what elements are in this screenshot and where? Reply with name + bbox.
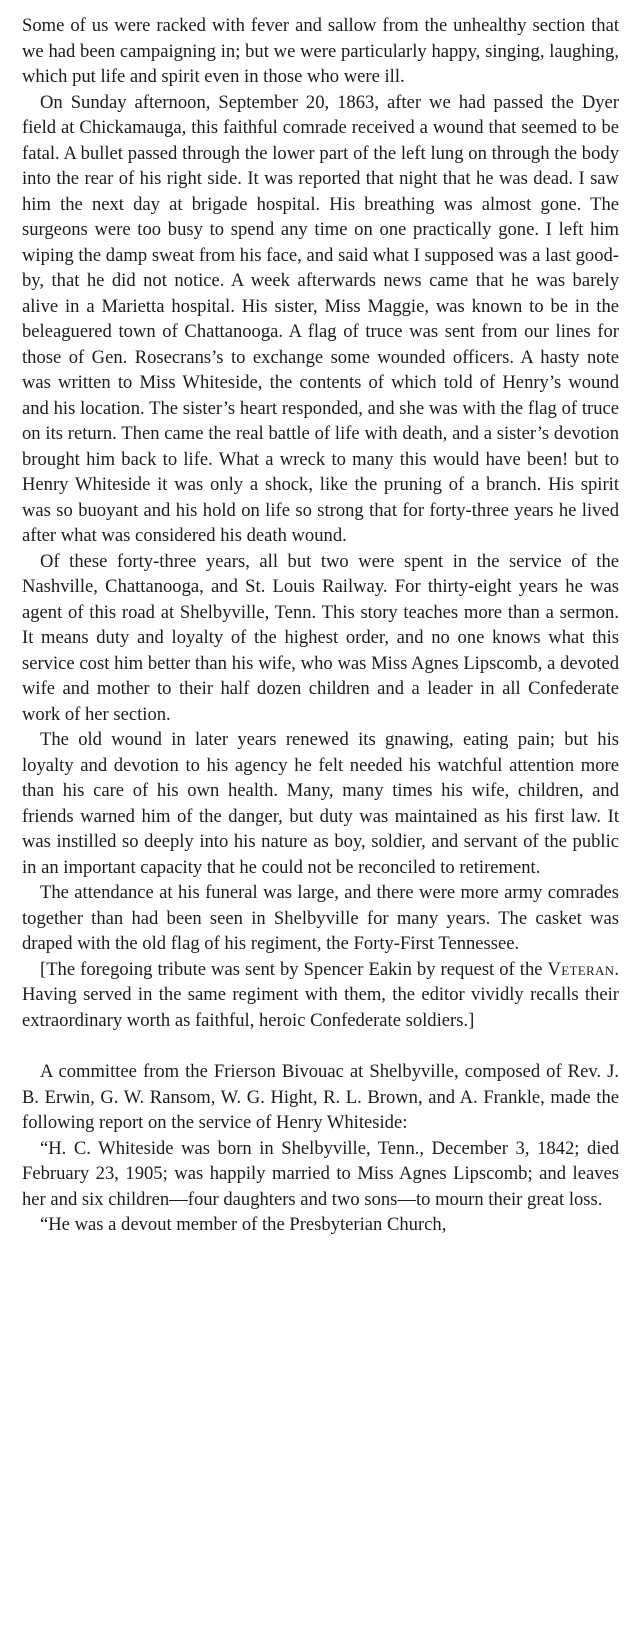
paragraph-church: “He was a devout member of the Presbyterian Church, [40, 1214, 447, 1235]
paragraph-4: The old wound in later years renewed its gnawing, eating pain; but his loyalty and devotion to his agency he felt needed his watchful attention more than his care of his own health. Many, many times his wife, children, and friends warned him of the danger, but duty was maintained as his first law. It was instilled so deeply into his nature as boy, soldier, and servant of the public in an important capacity that he could not be reconciled to retirement. [22, 729, 619, 878]
paragraph-1: Some of us were racked with fever and sallow from the unhealthy section that we had been campaigning in; but we were particularly happy, singing, laughing, which put life and spirit even in those who were ill. [22, 15, 619, 87]
paragraph-committee: A committee from the Frierson Bivouac at Shelbyville, composed of Rev. J. B. Erwin, G. W. Ransom, W. G. Hight, R. L. Brown, and A. Frankle, made the following report on the service of Henry Whiteside: [22, 1061, 619, 1133]
paragraph-3: Of these forty-three years, all but two were spent in the service of the Nashville, Chattanooga, and St. Louis Railway. For thirty-eight years he was agent of this road at Shelbyville, Tenn. This story teaches more than a sermon. It means duty and loyalty of the highest order, and no one knows what this service cost him better than his wife, who was Miss Agnes Lipscomb, a devoted wife and mother to their half dozen children and a leader in all Confederate work of her section. [22, 550, 619, 725]
editor-note-start: [The foregoing tribute was sent by Spencer Eakin by request of the [40, 958, 548, 980]
paragraph-5: The attendance at his funeral was large, and there were more army comrades together than had been seen in Shelbyville for many years. The casket was draped with the old flag of his regiment, the Forty-First Tennessee. [22, 882, 619, 954]
paragraph-2: On Sunday afternoon, September 20, 1863, after we had passed the Dyer field at Chickamauga, this faithful comrade received a wound that seemed to be fatal. A bullet passed through the lower part of the left lung on through the body into the rear of his right side. It was reported that night that he was dead. I saw him the next day at brigade hospital. His breathing was almost gone. The surgeons were too busy to spend any time on one practically gone. I left him wiping the damp sweat from his face, and said what I supposed was a last good-by, that he did not notice. A week afterwards news came that he was barely alive in a Marietta hospital. His sister, Miss Maggie, was known to be in the beleaguered town of Chattanooga. A flag of truce was sent from our lines for those of Gen. Rosecrans’s to exchange some wounded officers. A hasty note was written to Miss Whiteside, the contents of which told of Henry’s wound and his location. The sister’s heart responded, and she was with the flag of truce on its return. Then came the real battle of life with death, and a sister’s devotion brought him back to life. What a wreck to many this would have been! but to Henry Whiteside it was only a shock, like the pruning of a branch. His spirit was so buoyant and his hold on life so strong that for forty-three years he lived after what was considered his death wound. [22, 91, 619, 546]
paragraph-birth: “H. C. Whiteside was born in Shelbyville, Tenn., December 3, 1842; died February 23, 1905; was happily married to Miss Agnes Lipscomb; and leaves her and six children—four daughters and two sons—to mourn their great loss. [22, 1137, 619, 1210]
editor-note-end: . Having served in the same regiment with them, the editor vividly recalls their extraordinary worth as faithful, heroic Confederate soldiers.] [22, 958, 619, 1031]
editor-note [22, 957, 619, 1034]
section-gap [22, 1033, 619, 1059]
veteran-name: Veteran [547, 958, 615, 980]
